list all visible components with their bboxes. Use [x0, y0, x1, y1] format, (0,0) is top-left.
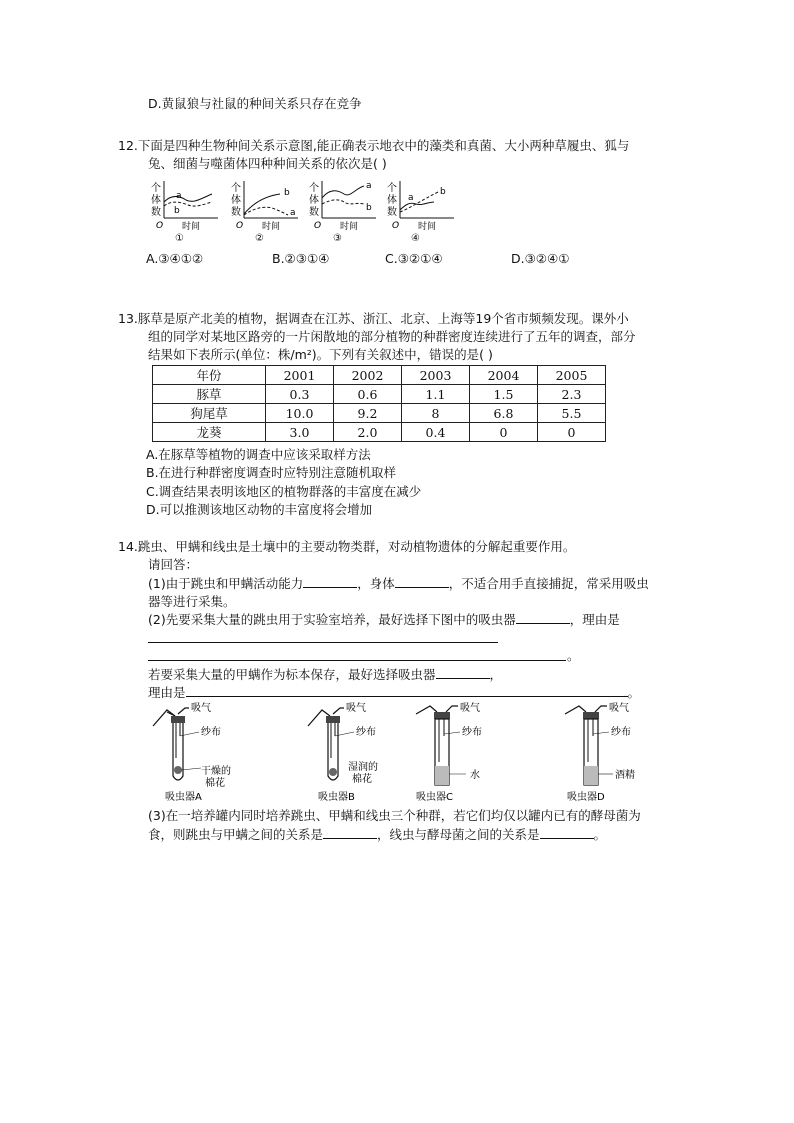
q14-part1-line1	[148, 575, 649, 593]
curve-a-label: a	[290, 208, 296, 218]
q13-option-b: B.在进行种群密度调查时应特别注意随机取样	[146, 465, 397, 480]
table-cell: 0	[470, 423, 538, 442]
table-cell: 1.5	[470, 385, 538, 404]
ylabel-char: 个	[387, 183, 397, 194]
answer-blank[interactable]	[148, 660, 566, 661]
q14-part3-line2	[148, 826, 606, 844]
suction-label: 吸气	[191, 703, 211, 714]
q14-part1-text-a: (1)由于跳虫和甲螨活动能力	[148, 576, 304, 591]
q12-graphs	[146, 178, 456, 248]
answer-blank[interactable]	[148, 642, 498, 643]
q14-part1-text-b: ，身体	[357, 576, 395, 591]
table-cell: 0	[538, 423, 606, 442]
q13-option-c: C.调查结果表明该地区的植物群落的丰富度在减少	[146, 484, 422, 499]
q12-graph-2	[231, 181, 298, 244]
q14-part2-line4	[148, 684, 640, 702]
q12-option-d: D.③②④①	[511, 251, 570, 266]
ylabel-char: 数	[151, 207, 161, 218]
q14-period: 。	[627, 685, 641, 700]
gauze-label: 纱布	[462, 727, 482, 738]
table-cell: 2004	[470, 366, 538, 385]
suction-device-c	[416, 702, 482, 803]
table-cell: 2.0	[334, 423, 402, 442]
origin-label: O	[314, 221, 322, 231]
q14-part3-text-d: 。	[593, 827, 607, 842]
suction-label: 吸气	[460, 703, 480, 714]
curve-b-label: b	[284, 188, 290, 198]
table-cell: 豚草	[153, 385, 266, 404]
table-cell: 10.0	[266, 404, 334, 423]
q12-option-b: B.②③①④	[272, 251, 330, 266]
graph-number: ③	[333, 233, 342, 244]
q13-option-a: A.在豚草等植物的调查中应该采取样方法	[146, 447, 371, 462]
table-cell: 2002	[334, 366, 402, 385]
device-name: 吸虫器B	[318, 792, 355, 803]
table-cell: 6.8	[470, 404, 538, 423]
q14-part2-line3	[148, 666, 502, 684]
q12-stem-line1: 12.下面是四种生物种间关系示意图,能正确表示地衣中的藻类和真菌、大小两种草履虫、狐与	[118, 138, 630, 153]
suction-label: 吸气	[609, 703, 629, 714]
graph-number: ①	[175, 233, 184, 244]
device-name: 吸虫器D	[567, 792, 605, 803]
q12-graph-3	[309, 181, 376, 244]
suction-label: 吸气	[346, 703, 366, 714]
table-row	[153, 404, 606, 423]
ylabel-char: 数	[309, 207, 319, 218]
xlabel: 时间	[182, 222, 201, 232]
q14-part2-line1	[148, 611, 620, 629]
table-row	[153, 385, 606, 404]
q13-stem-line1: 13.豚草是原产北美的植物，据调查在江苏、浙江、北京、上海等19个省市频频发现。课外小	[118, 311, 629, 326]
ylabel-char: 个	[151, 183, 161, 194]
q11-option-d: D.黄鼠狼与社鼠的种间关系只存在竞争	[148, 96, 362, 111]
q14-part3-line1: (3)在一培养罐内同时培养跳虫、甲螨和线虫三个种群，若它们均仅以罐内已有的酵母菌为	[148, 808, 641, 823]
q13-table	[152, 365, 606, 442]
q14-part2-text-b: ，理由是	[569, 612, 620, 627]
graph-number: ④	[411, 233, 420, 244]
ylabel-char: 体	[231, 195, 241, 206]
q14-period: 。	[567, 648, 580, 663]
q14-part1-text-c: ，不适合用手直接捕捉，常采用吸虫	[448, 576, 649, 591]
answer-blank[interactable]	[516, 611, 570, 624]
ylabel-char: 体	[309, 195, 319, 206]
q14-part2-text-a: (2)先要采集大量的跳虫用于实验室培养，最好选择下图中的吸虫器	[148, 612, 516, 627]
content-label: 干燥的	[201, 766, 231, 777]
curve-b-label: b	[174, 206, 180, 216]
curve-a-label: a	[408, 193, 414, 203]
table-cell: 2.3	[538, 385, 606, 404]
q13-option-d: D.可以推测该地区动物的丰富度将会增加	[146, 502, 373, 517]
origin-label: O	[236, 221, 244, 231]
q14-stem: 14.跳虫、甲螨和线虫是土壤中的主要动物类群，对动植物遗体的分解起重要作用。	[118, 539, 576, 554]
q12-stem-line2: 兔、细菌与噬菌体四种种间关系的依次是( )	[148, 156, 387, 171]
table-cell: 5.5	[538, 404, 606, 423]
suction-device-a	[153, 702, 231, 803]
q14-part1-text-d: 器等进行采集。	[148, 594, 236, 609]
content-label: 水	[470, 770, 480, 781]
device-name: 吸虫器C	[416, 792, 453, 803]
suction-device-b	[308, 702, 378, 803]
curve-b-label: b	[366, 203, 372, 213]
curve-a-label: a	[366, 181, 372, 191]
answer-blank[interactable]	[540, 826, 594, 839]
xlabel: 时间	[418, 222, 437, 232]
table-cell: 9.2	[334, 404, 402, 423]
gauze-label: 纱布	[611, 727, 631, 738]
table-cell: 狗尾草	[153, 404, 266, 423]
table-cell: 2003	[402, 366, 470, 385]
q14-part2-text-d: ，	[489, 667, 503, 682]
content-label: 棉花	[205, 778, 225, 789]
table-cell: 龙葵	[153, 423, 266, 442]
table-cell: 1.1	[402, 385, 470, 404]
table-cell: 0.6	[334, 385, 402, 404]
table-row	[153, 423, 606, 442]
content-label: 酒精	[615, 770, 635, 781]
ylabel-char: 体	[387, 195, 397, 206]
table-cell: 0.3	[266, 385, 334, 404]
origin-label: O	[156, 221, 164, 231]
q13-stem-line2: 组的同学对某地区路旁的一片闲散地的部分植物的种群密度连续进行了五年的调查，部分	[148, 329, 636, 344]
ylabel-char: 数	[387, 207, 397, 218]
answer-blank[interactable]	[186, 684, 628, 697]
q14-part3-text-b: 食，则跳虫与甲螨之间的关系是	[148, 827, 324, 842]
q12-option-c: C.③②①④	[385, 251, 443, 266]
ylabel-char: 体	[151, 195, 161, 206]
q12-graph-4	[387, 181, 454, 244]
q13-stem-line3: 结果如下表所示(单位：株/m²)。下列有关叙述中，错误的是( )	[148, 347, 493, 362]
table-cell: 3.0	[266, 423, 334, 442]
q14-part2-text-c: 若要采集大量的甲螨作为标本保存，最好选择吸虫器	[148, 667, 436, 682]
ylabel-char: 数	[231, 207, 241, 218]
curve-b-label: b	[440, 187, 446, 197]
answer-blank[interactable]	[436, 666, 490, 679]
content-label: 棉花	[352, 774, 372, 785]
table-cell: 2005	[538, 366, 606, 385]
answer-blank[interactable]	[323, 826, 377, 839]
answer-blank[interactable]	[395, 575, 449, 588]
origin-label: O	[392, 221, 400, 231]
q12-graph-1	[151, 181, 218, 244]
table-cell: 0.4	[402, 423, 470, 442]
q14-apparatus-figure	[145, 702, 645, 806]
device-name: 吸虫器A	[165, 792, 202, 803]
table-header-row	[153, 366, 606, 385]
ylabel-char: 个	[309, 183, 319, 194]
q14-prompt: 请回答：	[148, 557, 199, 572]
table-cell: 年份	[153, 366, 266, 385]
answer-blank[interactable]	[303, 575, 357, 588]
xlabel: 时间	[340, 222, 359, 232]
gauze-label: 纱布	[356, 727, 376, 738]
table-cell: 2001	[266, 366, 334, 385]
q12-option-a: A.③④①②	[146, 251, 204, 266]
graph-number: ②	[255, 233, 264, 244]
q14-part2-text-e: 理由是	[148, 685, 186, 700]
xlabel: 时间	[262, 222, 281, 232]
table-cell: 8	[402, 404, 470, 423]
gauze-label: 纱布	[201, 727, 221, 738]
ylabel-char: 个	[231, 183, 241, 194]
suction-device-d	[565, 702, 635, 803]
curve-a-label: a	[176, 191, 182, 201]
q14-part3-text-c: ，线虫与酵母菌之间的关系是	[377, 827, 540, 842]
content-label: 湿润的	[348, 762, 378, 773]
